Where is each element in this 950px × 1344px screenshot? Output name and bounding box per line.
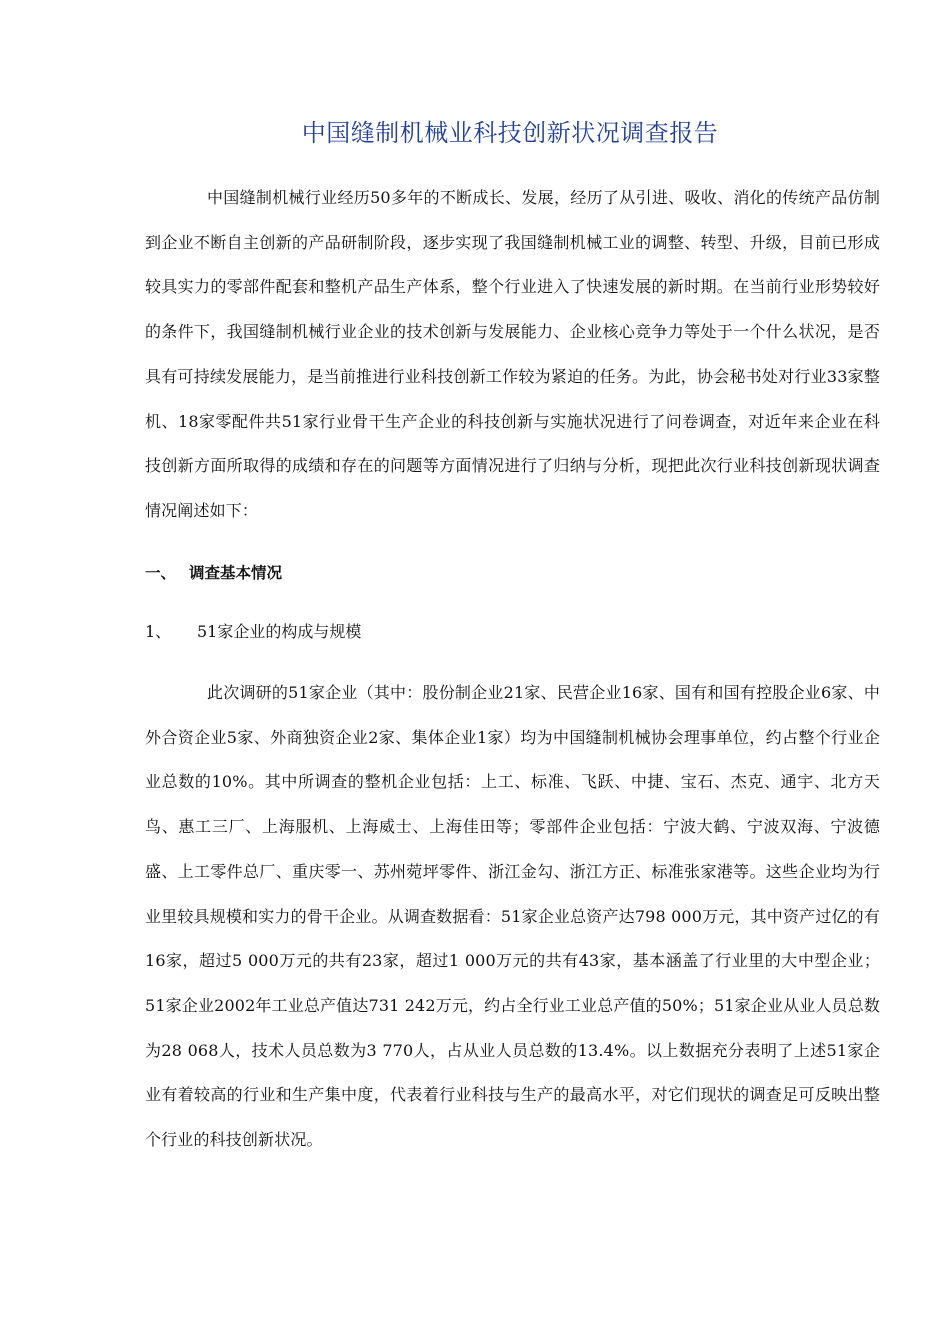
body-paragraph: 此次调研的51家企业（其中：股份制企业21家、民营企业16家、国有和国有控股企业6家、中外合资企业5家、外商独资企业2家、集体企业1家）均为中国缝制机械协会理事单位，约占整个行业企业总数的10%。其中所调查的整机企业包括：上工、标准、飞跃、中捷、宝石、杰克、通宇、北方天鸟、惠工三厂、上海服机、上海威士、上海佳田等；零部件企业包括：宁波大鹤、宁波双海、宁波德盛、上工零件总厂、重庆零一、苏州菀坪零件、浙江金勾、浙江方正、标准张家港等。这些企业均为行业里较具规模和实力的骨干企业。从调查数据看：51家企业总资产达798 000万元，其中资产过亿的有16家，超过5 000万元的共有23家，超过1 000万元的共有43家，基本涵盖了行业里的大中型企业；51家企业2002年工业总产值达731 242万元，约占全行业工业总产值的50%；51家企业从业人员总数为28 068人，技术人员总数为3 770人，占从业人员总数的13.4%。以上数据充分表明了上述51家企业有着较高的行业和生产集中度，代表着行业科技与生产的最高水平，对它们现状的调查足可反映出整个行业的科技创新状况。	[145, 683, 880, 1150]
subsection-heading	[145, 617, 361, 647]
subsection-title: 51家企业的构成与规模	[197, 622, 362, 641]
intro-paragraph: 中国缝制机械行业经历50多年的不断成长、发展，经历了从引进、吸收、消化的传统产品仿制到企业不断自主创新的产品研制阶段，逐步实现了我国缝制机械工业的调整、转型、升级，目前已形成较具实力的零部件配套和整机产品生产体系，整个行业进入了快速发展的新时期。在当前行业形势较好的条件下，我国缝制机械行业企业的技术创新与发展能力、企业核心竞争力等处于一个什么状况，是否具有可持续发展能力，是当前推进行业科技创新工作较为紧迫的任务。为此，协会秘书处对行业33家整机、18家零配件共51家行业骨干生产企业的科技创新与实施状况进行了问卷调查，对近年来企业在科技创新方面所取得的成绩和存在的问题等方面情况进行了归纳与分析，现把此次行业科技创新现状调查情况阐述如下：	[145, 188, 880, 520]
section-title: 调查基本情况	[189, 564, 283, 582]
document-title: 中国缝制机械业科技创新状况调查报告	[301, 119, 719, 147]
section-heading	[145, 558, 282, 588]
subsection-number: 1、	[145, 622, 172, 641]
section-number: 一、	[145, 564, 177, 582]
